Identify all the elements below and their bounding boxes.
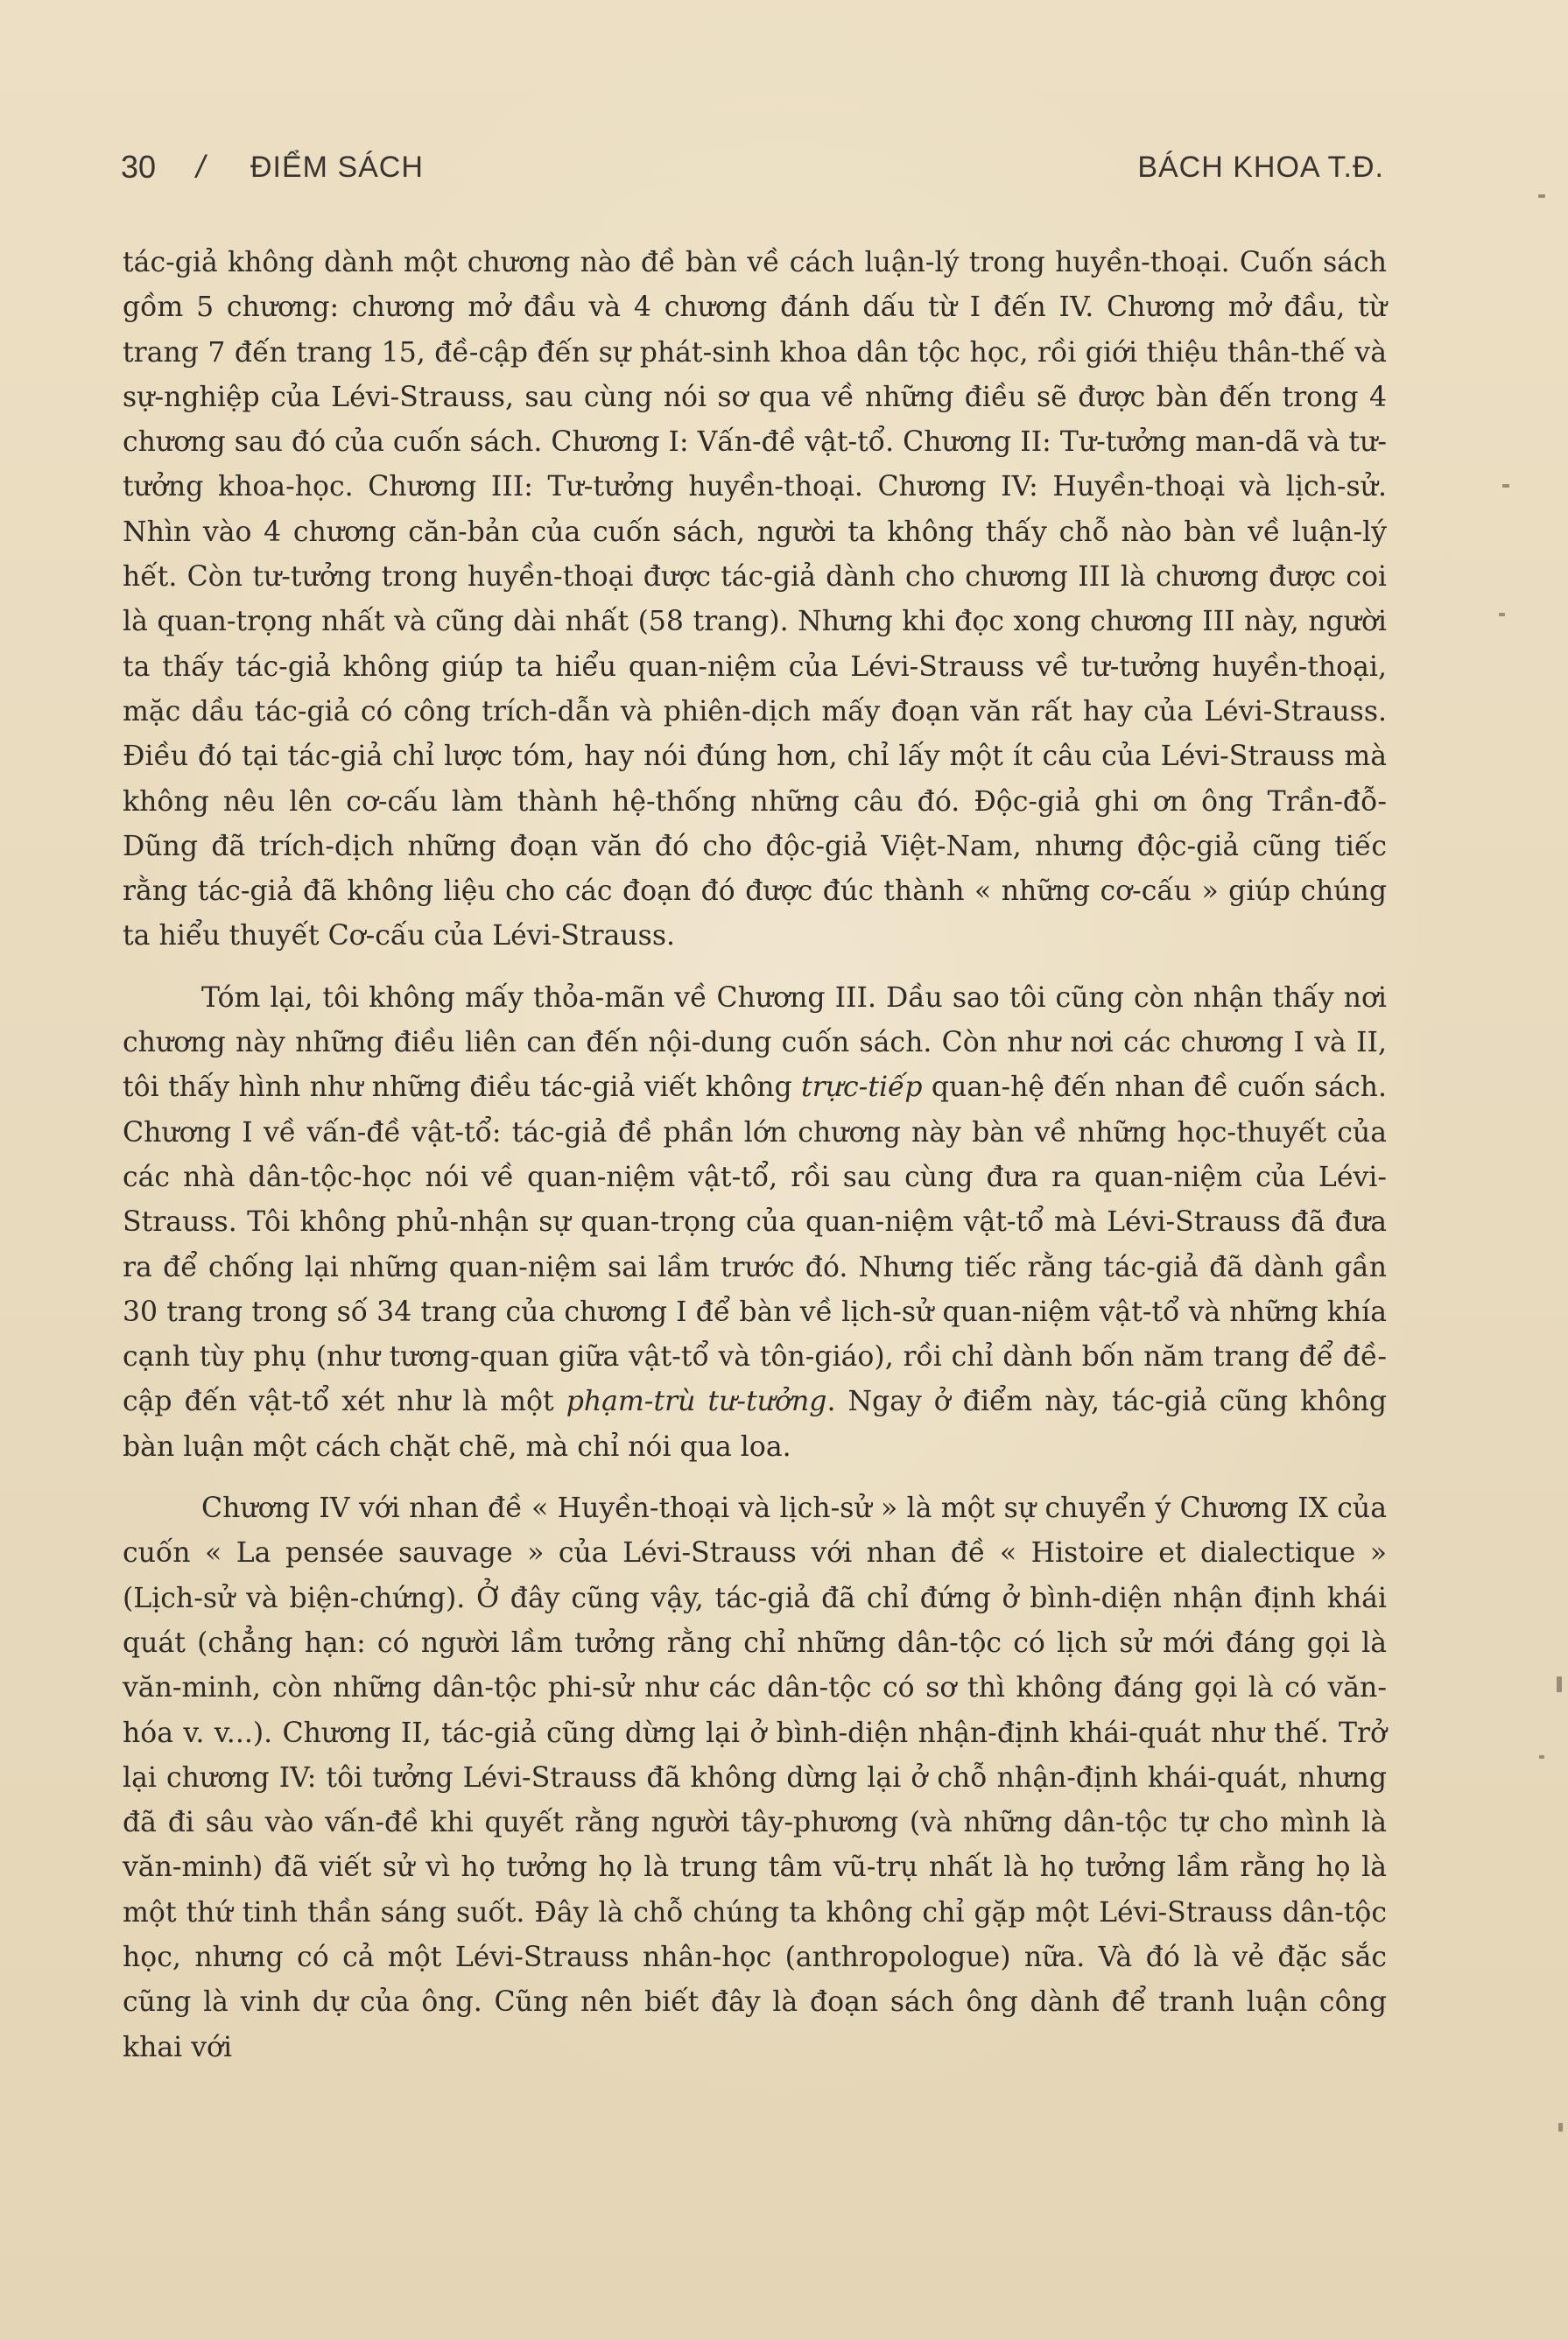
emphasis-direct: trực-tiếp	[801, 1072, 923, 1104]
header-separator: /	[196, 149, 206, 185]
margin-mark	[1539, 1755, 1544, 1759]
page-number: 30	[121, 149, 157, 185]
emphasis-category: phạm-trù tư-tưởng	[566, 1386, 827, 1418]
paragraph-2-text-a: Tóm lại, tôi không mấy thỏa-mãn về Chương III. Dầu sao tôi cũng còn nhận thấy nơi chương này những điều liên can đến nội-dung cuốn sách. Còn như nơi các chương I và II, tôi thấy hình như những điều tác-giả viết không	[123, 981, 1387, 1104]
margin-mark	[1502, 484, 1509, 488]
section-title: ĐIỂM SÁCH	[250, 151, 424, 184]
paragraph-1: tác-giả không dành một chương nào đề bàn về cách luận-lý trong huyền-thoại. Cuốn sách gồm 5 chương: chương mở đầu và 4 chương đánh dấu từ I đến IV. Chương mở đầu, từ trang 7 đến trang 15, đề-cập đến sự phát-sinh khoa dân tộc học, rồi giới thiệu thân-thế và sự-nghiệp của Lévi-Strauss, sau cùng nói sơ qua về những điều sẽ được bàn đến trong 4 chương sau đó của cuốn sách. Chương I: Vấn-đề vật-tổ. Chương II: Tư-tưởng man-dã và tư-tưởng khoa-học. Chương III: Tư-tưởng huyền-thoại. Chương IV: Huyền-thoại và lịch-sử. Nhìn vào 4 chương căn-bản của cuốn sách, người ta không thấy chỗ nào bàn về luận-lý hết. Còn tư-tưởng trong huyền-thoại được tác-giả dành cho chương III là chương được coi là quan-trọng nhất và cũng dài nhất (58 trang). Nhưng khi đọc xong chương III này, người ta thấy tác-giả không giúp ta hiểu quan-niệm của Lévi-Strauss về tư-tưởng huyền-thoại, mặc dầu tác-giả có công trích-dẫn và phiên-dịch mấy đoạn văn rất hay của Lévi-Strauss. Điều đó tại tác-giả chỉ lược tóm, hay nói đúng hơn, chỉ lấy một ít câu của Lévi-Strauss mà không nêu lên cơ-cấu làm thành hệ-thống những câu đó. Độc-giả ghi ơn ông Trần-đỗ-Dũng đã trích-dịch những đoạn văn đó cho độc-giả Việt-Nam, nhưng độc-giả cũng tiếc rằng tác-giả đã không liệu cho các đoạn đó được đúc thành « những cơ-cấu » giúp chúng ta hiểu thuyết Cơ-cấu của Lévi-Strauss.	[123, 247, 1387, 952]
running-header	[121, 149, 1384, 193]
paragraph-2	[123, 976, 1387, 1470]
paragraph-2-text-b: quan-hệ đến nhan đề cuốn sách. Chương I về vấn-đề vật-tổ: tác-giả đề phần lớn chương này bàn về những học-thuyết của các nhà dân-tộc-học nói về quan-niệm vật-tổ, rồi sau cùng đưa ra quan-niệm của Lévi-Strauss. Tôi không phủ-nhận sự quan-trọng của quan-niệm vật-tổ mà Lévi-Strauss đã đưa ra để chống lại những quan-niệm sai lầm trước đó. Nhưng tiếc rằng tác-giả đã dành gần 30 trang trong số 34 trang của chương I để bàn về lịch-sử quan-niệm vật-tổ và những khía cạnh tùy phụ (như tương-quan giữa vật-tổ và tôn-giáo), rồi chỉ dành bốn năm trang để đề-cập đến vật-tổ xét như là một	[123, 1072, 1387, 1418]
journal-title: BÁCH KHOA T.Đ.	[1137, 151, 1384, 184]
margin-mark	[1558, 2123, 1563, 2132]
margin-mark	[1538, 194, 1545, 198]
article-body	[123, 241, 1387, 2070]
paragraph-2-text-c: . Ngay ở điểm này, tác-giả cũng không bàn luận một cách chặt chẽ, mà chỉ nói qua loa.	[123, 1386, 1388, 1463]
margin-mark	[1557, 1676, 1562, 1692]
margin-mark	[1499, 613, 1505, 616]
paragraph-3: Chương IV với nhan đề « Huyền-thoại và lịch-sử » là một sự chuyển ý Chương IX của cuốn « La pensée sauvage » của Lévi-Strauss với nhan đề « Histoire et dialectique » (Lịch-sử và biện-chứng). Ở đây cũng vậy, tác-giả đã chỉ đứng ở bình-diện nhận định khái quát (chẳng hạn: có người lầm tưởng rằng chỉ những dân-tộc có lịch sử mới đáng gọi là văn-minh, còn những dân-tộc phi-sử như các dân-tộc có sơ thì không đáng gọi là có văn-hóa v. v...). Chương II, tác-giả cũng dừng lại ở bình-diện nhận-định khái-quát như thế. Trở lại chương IV: tôi tưởng Lévi-Strauss đã không dừng lại ở chỗ nhận-định khái-quát, nhưng đã đi sâu vào vấn-đề khi quyết rằng người tây-phương (và những dân-tộc tự cho mình là văn-minh) đã viết sử vì họ tưởng họ là trung tâm vũ-trụ nhất là họ tưởng lầm rằng họ là một thứ tinh thần sáng suốt. Đây là chỗ chúng ta không chỉ gặp một Lévi-Strauss dân-tộc học, nhưng có cả một Lévi-Strauss nhân-học (anthropologue) nữa. Và đó là vẻ đặc sắc cũng là vinh dự của ông. Cũng nên biết đây là đoạn sách ông dành để tranh luận công khai với	[123, 1493, 1387, 2063]
